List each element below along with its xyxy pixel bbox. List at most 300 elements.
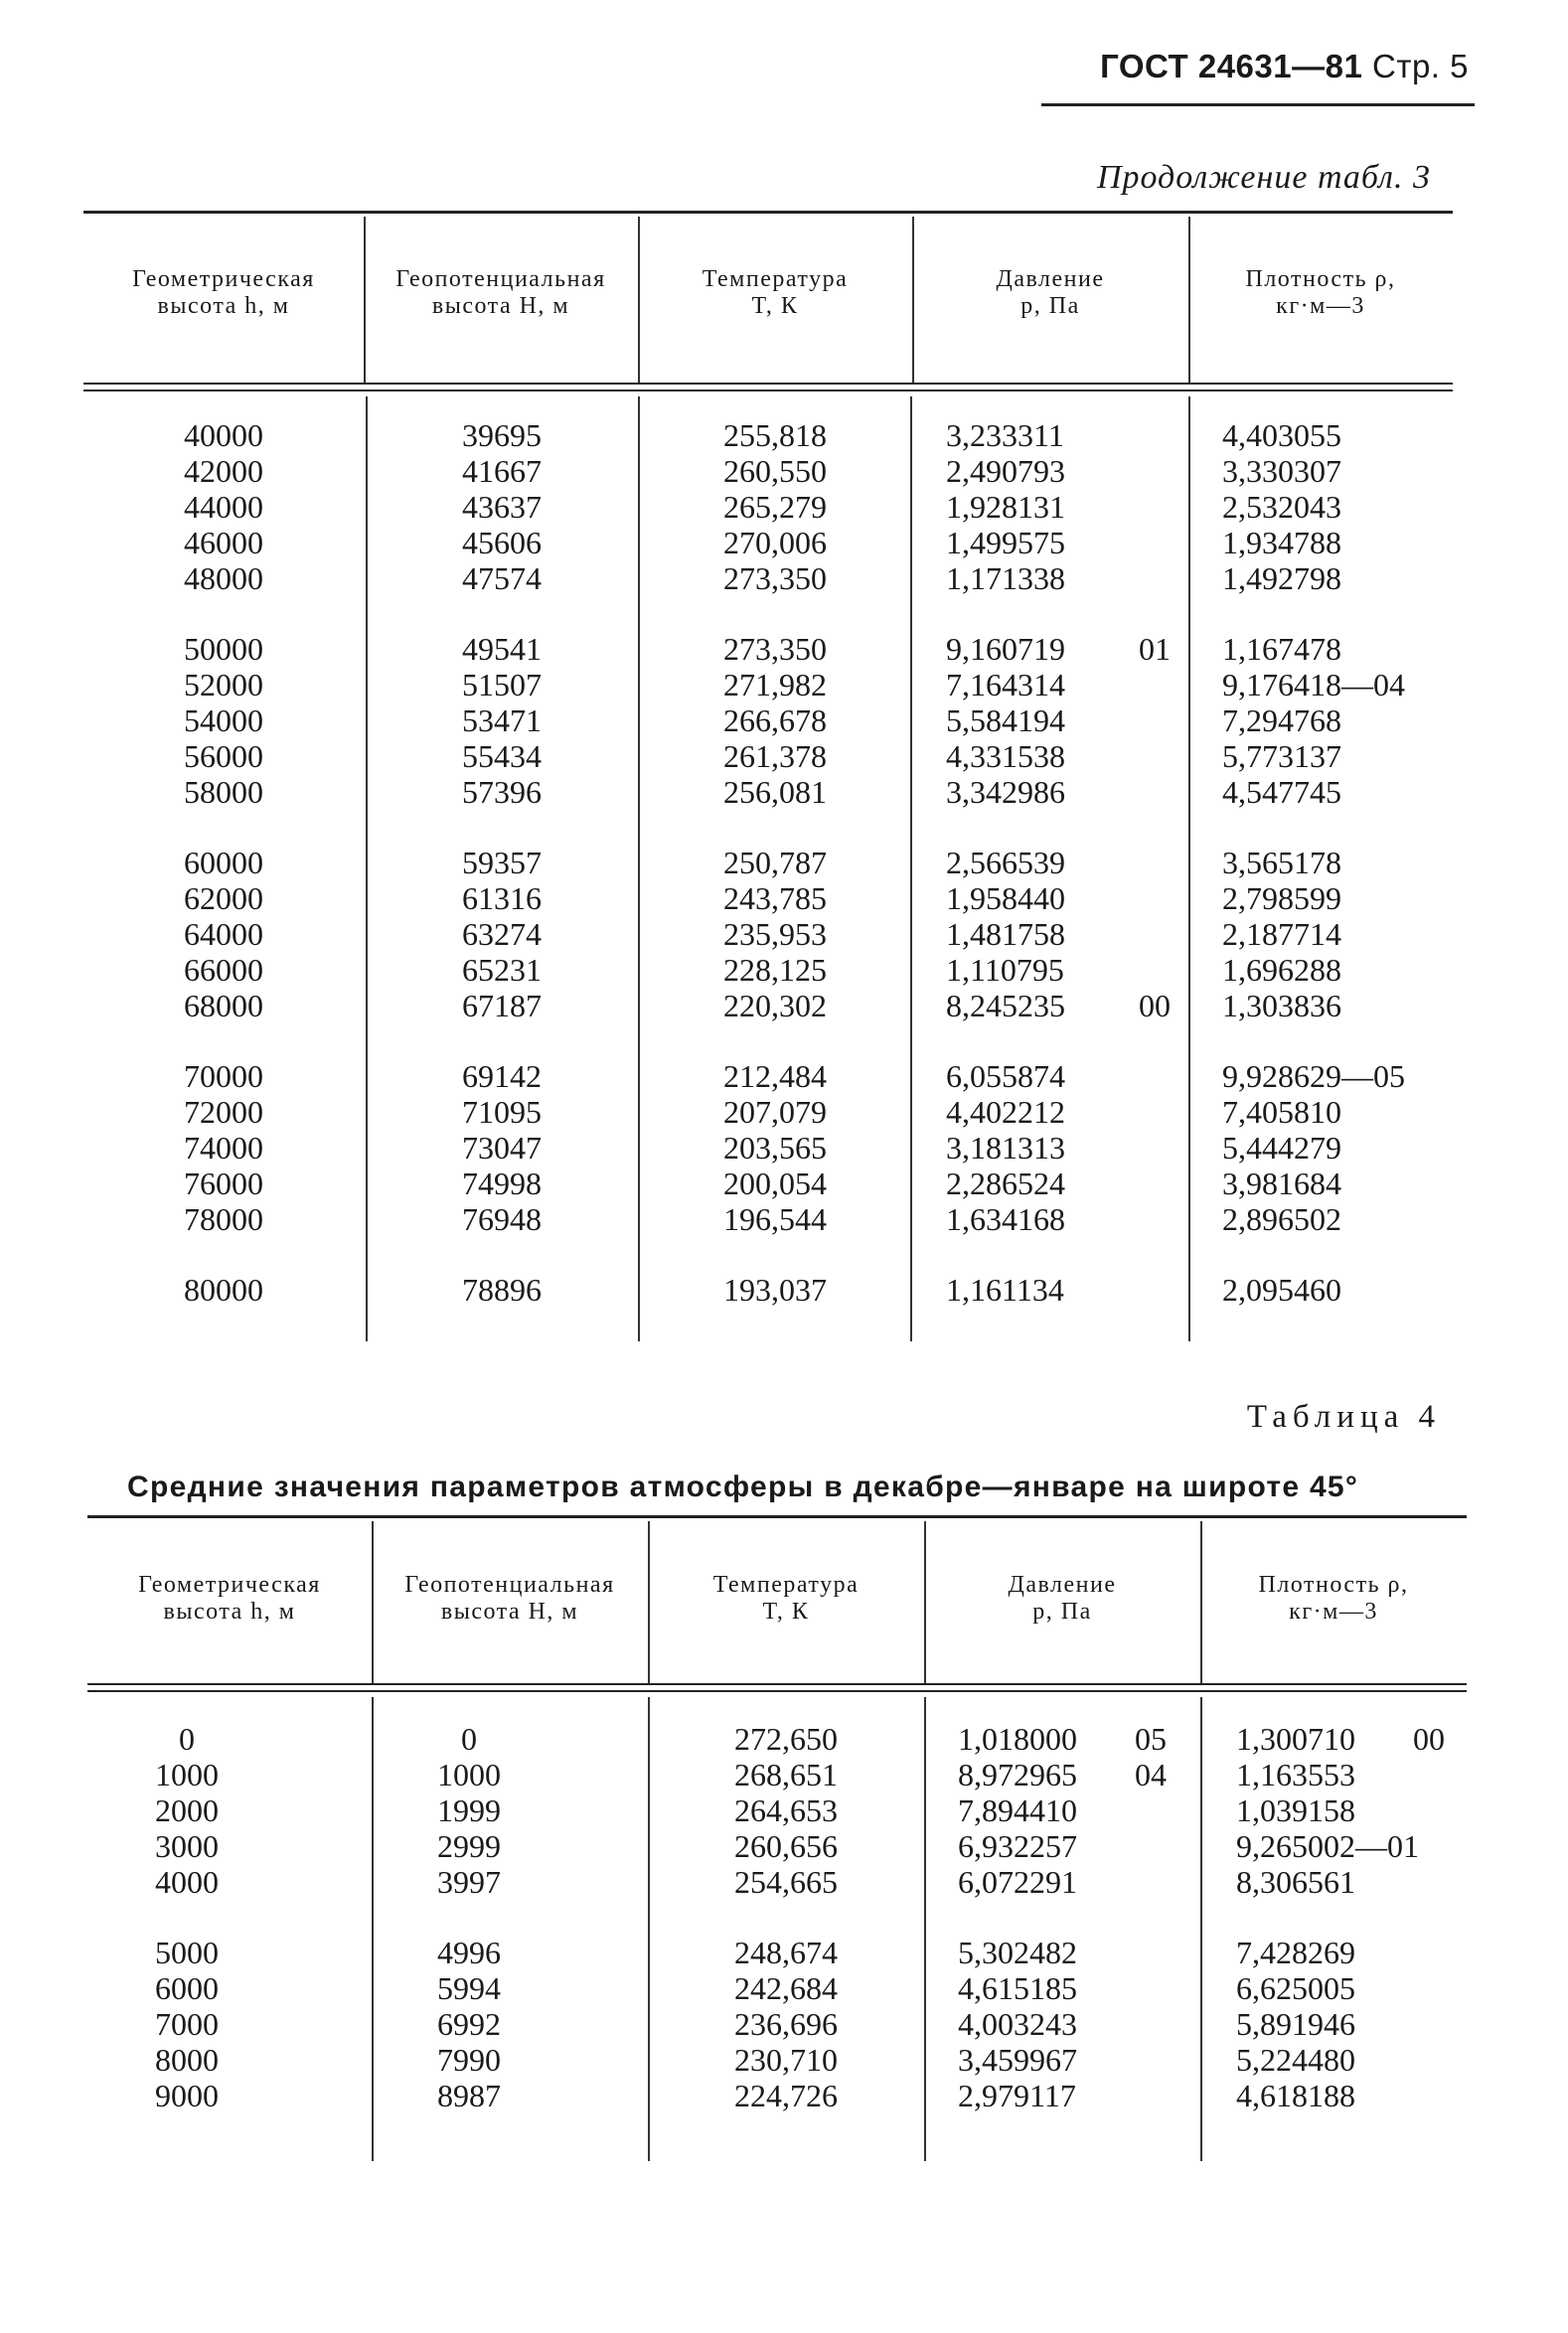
cell-geometric-height [83, 845, 364, 880]
cell-density-value: 1,492798 [1222, 560, 1341, 596]
row-group [958, 1721, 1196, 1900]
cell-pressure-value: 2,979117 [958, 2078, 1076, 2113]
column-T [638, 417, 912, 1342]
col-header-geometric-height-line: Геометрическая [132, 266, 315, 292]
cell-temperature [638, 880, 912, 916]
cell-pressure-value: 1,634168 [946, 1201, 1065, 1237]
cell-geopotential-height-value: 55434 [462, 738, 542, 774]
cell-temperature-value: 196,544 [723, 1201, 827, 1237]
cell-pressure-value: 1,481758 [946, 916, 1065, 952]
cell-pressure-value: 4,615185 [958, 1970, 1077, 2006]
cell-geometric-height-value: 44000 [184, 489, 263, 525]
cell-temperature-value: 228,125 [723, 952, 827, 988]
cell-density-value: 5,444279 [1222, 1130, 1341, 1166]
row-group [366, 1272, 638, 1308]
column-T [648, 1721, 924, 2148]
cell-temperature [638, 1130, 912, 1166]
cell-pressure-value: 2,286524 [946, 1166, 1065, 1201]
cell-geopotential-height [366, 880, 638, 916]
cell-temperature-value: 264,653 [734, 1792, 838, 1828]
cell-geometric-height-value: 78000 [184, 1201, 263, 1237]
cell-density-value: 5,891946 [1236, 2006, 1355, 2042]
cell-geometric-height-value: 9000 [155, 2078, 219, 2113]
col-header-geometric-height-line: высота h, м [157, 293, 290, 319]
cell-pressure [946, 489, 1184, 525]
col-header-density [1200, 1572, 1467, 1626]
cell-temperature-value: 230,710 [734, 2042, 838, 2078]
cell-geopotential-height [366, 667, 638, 702]
cell-pressure-value: 7,164314 [946, 667, 1065, 702]
cell-geopotential-height [366, 1094, 638, 1130]
cell-pressure [958, 2042, 1196, 2078]
cell-density [1236, 1721, 1467, 1757]
cell-geometric-height [87, 1935, 286, 1970]
cell-geometric-height [83, 525, 364, 560]
cell-temperature [648, 1792, 924, 1828]
row-group [372, 1935, 566, 2113]
col-header-density [1188, 266, 1453, 320]
cell-temperature-value: 242,684 [734, 1970, 838, 2006]
row-group [1222, 1272, 1453, 1308]
cell-geopotential-height [366, 631, 638, 667]
cell-temperature [638, 631, 912, 667]
cell-temperature-value: 273,350 [723, 631, 827, 667]
cell-geometric-height-value: 50000 [184, 631, 263, 667]
cell-pressure-value: 6,055874 [946, 1058, 1065, 1094]
cell-pressure-value: 1,958440 [946, 880, 1065, 916]
row-group [83, 845, 364, 1023]
cell-pressure-value: 7,894410 [958, 1792, 1077, 1828]
cell-geometric-height-value: 48000 [184, 560, 263, 596]
cell-pressure [946, 1094, 1184, 1130]
cell-geometric-height [87, 2006, 286, 2042]
row-group [648, 1721, 924, 1900]
cell-pressure [946, 774, 1184, 810]
cell-geopotential-height [366, 774, 638, 810]
cell-geopotential-height-value: 78896 [462, 1272, 542, 1308]
cell-geopotential-height [366, 1130, 638, 1166]
cell-density-value: 9,928629—05 [1222, 1058, 1405, 1094]
cell-temperature [638, 667, 912, 702]
cell-geometric-height-value: 58000 [184, 774, 263, 810]
cell-pressure-exponent: 05 [1135, 1721, 1167, 1757]
column-h [87, 1721, 286, 2148]
cell-pressure-value: 1,110795 [946, 952, 1064, 988]
cell-pressure-exponent: 04 [1135, 1757, 1167, 1792]
cell-temperature-value: 256,081 [723, 774, 827, 810]
cell-temperature-value: 220,302 [723, 988, 827, 1023]
cell-pressure-value: 4,003243 [958, 2006, 1077, 2042]
cell-pressure [946, 453, 1184, 489]
table-4-label: Таблица 4 [1246, 1399, 1441, 1435]
cell-temperature [638, 916, 912, 952]
cell-density-value: 1,167478 [1222, 631, 1341, 667]
cell-temperature-value: 272,650 [734, 1721, 838, 1757]
cell-density [1222, 916, 1453, 952]
col-header-geopotential-height-line: высота H, м [431, 293, 570, 319]
cell-geometric-height-value: 70000 [184, 1058, 263, 1094]
cell-geopotential-height-value: 59357 [462, 845, 542, 880]
cell-pressure-value: 1,499575 [946, 525, 1065, 560]
cell-geopotential-height-value: 47574 [462, 560, 542, 596]
col-header-density-line: Плотность ρ, [1258, 1572, 1409, 1598]
col-header-density-line: кг·м—3 [1276, 293, 1365, 319]
table-4-title: Средние значения параметров атмосферы в декабре—январе на широте 45° [127, 1471, 1359, 1503]
col-header-geometric-height-line: высота h, м [163, 1599, 296, 1625]
cell-pressure [946, 988, 1184, 1023]
cell-geometric-height-value: 66000 [184, 952, 263, 988]
cell-density-value: 5,224480 [1236, 2042, 1355, 2078]
cell-temperature-value: 255,818 [723, 417, 827, 453]
cell-temperature-value: 243,785 [723, 880, 827, 916]
cell-geopotential-height-value: 41667 [462, 453, 542, 489]
cell-density-value: 3,565178 [1222, 845, 1341, 880]
row-group [946, 1272, 1184, 1308]
cell-pressure [946, 1166, 1184, 1201]
cell-pressure [958, 1935, 1196, 1970]
cell-density [1222, 702, 1453, 738]
cell-density [1222, 667, 1453, 702]
cell-geopotential-height [366, 845, 638, 880]
cell-geometric-height-value: 1000 [155, 1757, 219, 1792]
column-H [366, 417, 638, 1342]
cell-geopotential-height [366, 560, 638, 596]
cell-density-value: 3,330307 [1222, 453, 1341, 489]
cell-geometric-height [83, 1201, 364, 1237]
cell-geopotential-height [366, 738, 638, 774]
cell-density-value: 1,300710 [1236, 1721, 1355, 1757]
cell-geopotential-height [366, 1058, 638, 1094]
row-group [946, 845, 1184, 1023]
cell-density-value: 1,303836 [1222, 988, 1341, 1023]
row-group [1236, 1721, 1467, 1900]
row-group [1222, 1058, 1453, 1237]
row-group [946, 417, 1184, 596]
cell-temperature [638, 525, 912, 560]
cell-geopotential-height-value: 5994 [437, 1970, 501, 2006]
cell-density [1222, 1094, 1453, 1130]
cell-temperature [638, 489, 912, 525]
cell-geopotential-height-value: 39695 [462, 417, 542, 453]
cell-geometric-height [83, 489, 364, 525]
cell-geometric-height [83, 631, 364, 667]
cell-geometric-height-value: 60000 [184, 845, 263, 880]
cell-geometric-height [83, 1094, 364, 1130]
cell-density [1236, 2042, 1467, 2078]
cell-density [1222, 774, 1453, 810]
cell-pressure [958, 1864, 1196, 1900]
cell-temperature-value: 248,674 [734, 1935, 838, 1970]
cell-pressure [958, 1792, 1196, 1828]
cell-density-value: 2,798599 [1222, 880, 1341, 916]
col-header-temperature-line: Температура [702, 266, 849, 292]
cell-density [1222, 1130, 1453, 1166]
cell-temperature [648, 1864, 924, 1900]
cell-geopotential-height [366, 952, 638, 988]
cell-pressure [946, 1130, 1184, 1166]
cell-geometric-height-value: 42000 [184, 453, 263, 489]
cell-geopotential-height [366, 417, 638, 453]
cell-pressure-exponent: 00 [1139, 988, 1171, 1023]
cell-geopotential-height-value: 63274 [462, 916, 542, 952]
cell-pressure-value: 1,171338 [946, 560, 1065, 596]
cell-temperature [648, 1757, 924, 1792]
cell-pressure-value: 5,302482 [958, 1935, 1077, 1970]
cell-geometric-height-value: 74000 [184, 1130, 263, 1166]
cell-geopotential-height-value: 7990 [437, 2042, 501, 2078]
cell-pressure-exponent: 01 [1139, 631, 1171, 667]
cell-pressure [946, 560, 1184, 596]
cell-density-value: 1,163553 [1236, 1757, 1355, 1792]
cell-geopotential-height-value: 6992 [437, 2006, 501, 2042]
col-header-temperature-line: T, К [762, 1599, 810, 1625]
cell-geometric-height [83, 880, 364, 916]
cell-pressure [958, 2078, 1196, 2113]
cell-pressure [958, 1721, 1196, 1757]
cell-geopotential-height [366, 1166, 638, 1201]
cell-temperature-value: 200,054 [723, 1166, 827, 1201]
cell-temperature-value: 261,378 [723, 738, 827, 774]
cell-temperature-value: 250,787 [723, 845, 827, 880]
cell-geopotential-height [366, 702, 638, 738]
cell-geometric-height-value: 56000 [184, 738, 263, 774]
cell-temperature-value: 207,079 [723, 1094, 827, 1130]
cell-pressure-value: 2,490793 [946, 453, 1065, 489]
col-header-pressure-line: p, Па [1032, 1599, 1092, 1625]
cell-geometric-height [87, 2042, 286, 2078]
cell-temperature [638, 1058, 912, 1094]
table-top-rule [83, 211, 1453, 214]
col-header-geopotential-height-line: Геопотенциальная [395, 266, 606, 292]
cell-density [1236, 2006, 1467, 2042]
cell-geopotential-height [372, 1721, 566, 1757]
cell-temperature [638, 417, 912, 453]
cell-density [1236, 1864, 1467, 1900]
cell-temperature-value: 236,696 [734, 2006, 838, 2042]
cell-pressure-value: 3,459967 [958, 2042, 1077, 2078]
col-header-geometric-height-line: Геометрическая [138, 1572, 321, 1598]
cell-pressure [946, 1272, 1184, 1308]
cell-density [1222, 417, 1453, 453]
page-number: Стр. 5 [1372, 48, 1469, 84]
cell-pressure-value: 1,161134 [946, 1272, 1064, 1308]
cell-geometric-height-value: 40000 [184, 417, 263, 453]
row-group [83, 1058, 364, 1237]
body-column-divider [924, 1697, 926, 2161]
cell-geometric-height [83, 453, 364, 489]
cell-density [1236, 1757, 1467, 1792]
cell-temperature-value: 271,982 [723, 667, 827, 702]
cell-geometric-height [83, 417, 364, 453]
row-group [1236, 1935, 1467, 2113]
cell-density-exponent: 00 [1413, 1721, 1445, 1757]
cell-pressure-value: 6,932257 [958, 1828, 1077, 1864]
cell-geometric-height [83, 560, 364, 596]
cell-pressure-value: 4,331538 [946, 738, 1065, 774]
cell-density [1236, 1935, 1467, 1970]
cell-density-value: 7,405810 [1222, 1094, 1341, 1130]
cell-geopotential-height [366, 988, 638, 1023]
cell-geopotential-height [372, 1935, 566, 1970]
cell-geometric-height [87, 1721, 286, 1757]
cell-pressure [958, 1970, 1196, 2006]
cell-pressure [946, 667, 1184, 702]
header-double-rule-1 [83, 383, 1453, 385]
cell-temperature [638, 952, 912, 988]
col-header-density-line: Плотность ρ, [1245, 266, 1396, 292]
cell-geopotential-height [372, 1864, 566, 1900]
row-group [946, 631, 1184, 810]
cell-pressure [946, 1201, 1184, 1237]
cell-density [1236, 1828, 1467, 1864]
col-header-geopotential-height [364, 266, 638, 320]
cell-geometric-height [87, 2078, 286, 2113]
cell-temperature [638, 1166, 912, 1201]
cell-pressure-value: 1,928131 [946, 489, 1065, 525]
row-group [638, 845, 912, 1023]
cell-density-value: 1,934788 [1222, 525, 1341, 560]
cell-geopotential-height-value: 69142 [462, 1058, 542, 1094]
cell-temperature-value: 266,678 [723, 702, 827, 738]
row-group [1222, 417, 1453, 596]
cell-density [1236, 1970, 1467, 2006]
cell-geopotential-height-value: 4996 [437, 1935, 501, 1970]
cell-geometric-height-value: 4000 [155, 1864, 219, 1900]
row-group [83, 1272, 364, 1308]
cell-geopotential-height-value: 73047 [462, 1130, 542, 1166]
cell-geometric-height [83, 1272, 364, 1308]
cell-temperature [648, 2042, 924, 2078]
cell-temperature-value: 265,279 [723, 489, 827, 525]
cell-density-value: 5,773137 [1222, 738, 1341, 774]
col-header-pressure [924, 1572, 1200, 1626]
cell-density-value: 9,176418—04 [1222, 667, 1405, 702]
cell-geometric-height [87, 1864, 286, 1900]
cell-temperature-value: 260,550 [723, 453, 827, 489]
col-header-geometric-height [87, 1572, 372, 1626]
cell-geometric-height [87, 1757, 286, 1792]
cell-geopotential-height-value: 51507 [462, 667, 542, 702]
cell-density [1222, 845, 1453, 880]
col-header-pressure-line: Давление [996, 266, 1105, 292]
cell-geometric-height [83, 1130, 364, 1166]
row-group [87, 1935, 286, 2113]
header-rule [1041, 103, 1475, 106]
col-header-temperature-line: Температура [712, 1572, 860, 1598]
cell-density-value: 1,039158 [1236, 1792, 1355, 1828]
cell-geopotential-height-value: 65231 [462, 952, 542, 988]
cell-temperature [648, 1935, 924, 1970]
cell-temperature-value: 203,565 [723, 1130, 827, 1166]
column-rho [1236, 1721, 1467, 2148]
cell-pressure [958, 1828, 1196, 1864]
cell-density-value: 4,403055 [1222, 417, 1341, 453]
cell-geopotential-height-value: 71095 [462, 1094, 542, 1130]
cell-geometric-height [83, 1166, 364, 1201]
table-continuation-caption: Продолжение табл. 3 [1096, 159, 1431, 196]
cell-pressure [946, 631, 1184, 667]
col-header-geopotential-height-line: Геопотенциальная [404, 1572, 615, 1598]
cell-pressure [946, 702, 1184, 738]
column-p [946, 417, 1184, 1342]
cell-density [1222, 738, 1453, 774]
cell-temperature-value: 212,484 [723, 1058, 827, 1094]
row-group [638, 631, 912, 810]
col-header-temperature [638, 266, 912, 320]
cell-density [1236, 1792, 1467, 1828]
cell-geopotential-height [366, 525, 638, 560]
cell-geometric-height-value: 5000 [155, 1935, 219, 1970]
cell-temperature [648, 2078, 924, 2113]
cell-pressure-value: 3,233311 [946, 417, 1064, 453]
cell-pressure [946, 880, 1184, 916]
cell-temperature [648, 1970, 924, 2006]
cell-geopotential-height [372, 1757, 566, 1792]
cell-temperature [638, 453, 912, 489]
cell-geometric-height [83, 738, 364, 774]
cell-density [1222, 560, 1453, 596]
cell-geopotential-height-value: 61316 [462, 880, 542, 916]
body-column-divider [1188, 396, 1190, 1341]
cell-geopotential-height-value: 76948 [462, 1201, 542, 1237]
cell-pressure [946, 845, 1184, 880]
cell-geopotential-height [372, 1828, 566, 1864]
row-group [638, 417, 912, 596]
cell-geopotential-height [366, 489, 638, 525]
cell-temperature-value: 270,006 [723, 525, 827, 560]
cell-temperature [638, 988, 912, 1023]
cell-pressure-value: 2,566539 [946, 845, 1065, 880]
cell-geometric-height-value: 46000 [184, 525, 263, 560]
cell-geopotential-height [372, 1970, 566, 2006]
body-column-divider [1200, 1697, 1202, 2161]
cell-geometric-height-value: 68000 [184, 988, 263, 1023]
col-header-temperature-line: T, К [751, 293, 799, 319]
col-header-temperature [648, 1572, 924, 1626]
row-group [87, 1721, 286, 1900]
column-rho [1222, 417, 1453, 1342]
cell-geometric-height-value: 80000 [184, 1272, 263, 1308]
cell-temperature-value: 193,037 [723, 1272, 827, 1308]
cell-temperature [638, 702, 912, 738]
cell-temperature [648, 2006, 924, 2042]
cell-density-value: 9,265002—01 [1236, 1828, 1419, 1864]
cell-temperature-value: 273,350 [723, 560, 827, 596]
cell-temperature-value: 260,656 [734, 1828, 838, 1864]
cell-density [1222, 525, 1453, 560]
cell-geometric-height-value: 72000 [184, 1094, 263, 1130]
column-h [83, 417, 364, 1342]
cell-geometric-height [83, 988, 364, 1023]
row-group [366, 631, 638, 810]
cell-geometric-height-value: 0 [179, 1721, 195, 1757]
row-group [372, 1721, 566, 1900]
col-header-pressure [912, 266, 1188, 320]
row-group [83, 417, 364, 596]
cell-density-value: 7,428269 [1236, 1935, 1355, 1970]
cell-geopotential-height [366, 916, 638, 952]
cell-geometric-height-value: 54000 [184, 702, 263, 738]
cell-density [1222, 489, 1453, 525]
cell-geometric-height [83, 952, 364, 988]
col-header-geopotential-height-line: высота H, м [440, 1599, 579, 1625]
cell-pressure [946, 952, 1184, 988]
cell-pressure [946, 525, 1184, 560]
cell-density [1222, 453, 1453, 489]
cell-geopotential-height-value: 45606 [462, 525, 542, 560]
cell-geometric-height [83, 667, 364, 702]
cell-geometric-height-value: 64000 [184, 916, 263, 952]
